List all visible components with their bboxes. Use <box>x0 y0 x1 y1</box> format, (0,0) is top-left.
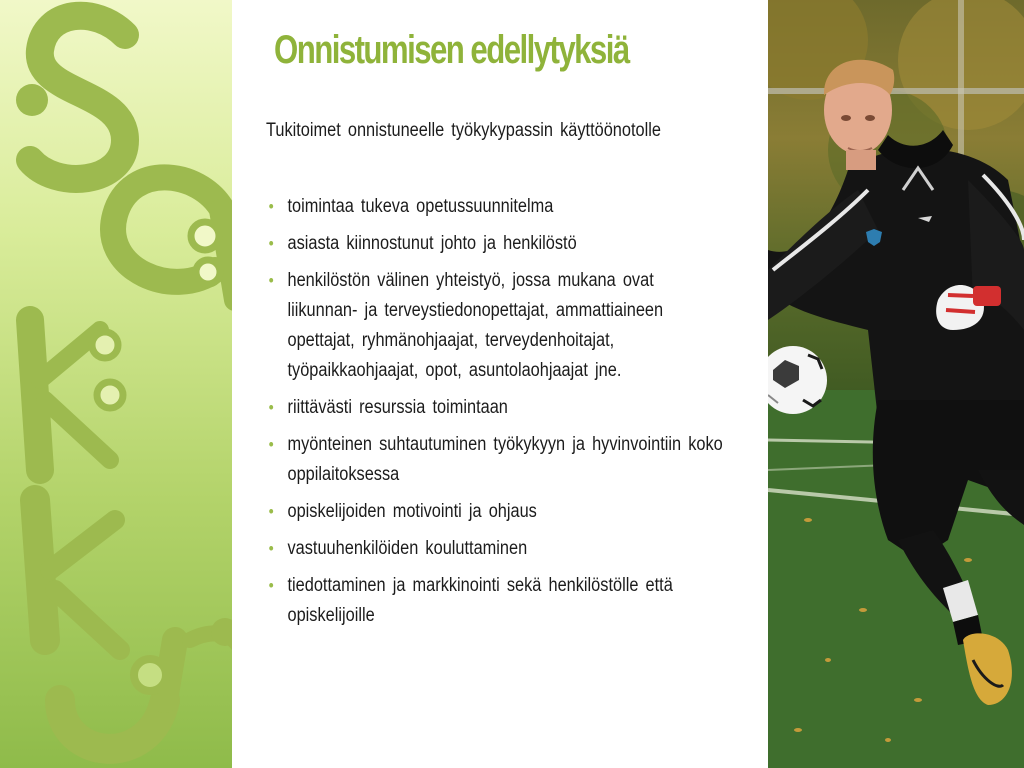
bullet-list <box>266 192 730 638</box>
bullet-item: • riittävästi resurssia toimintaan <box>266 393 730 423</box>
goalkeeper-photo <box>768 0 1024 768</box>
slide-title: Onnistumisen edellytyksiä <box>274 28 629 72</box>
decorative-left-band <box>0 0 232 768</box>
sakku-logo <box>0 0 232 768</box>
bullet-item: • myönteinen suhtautuminen työkykyyn ja hyvinvointiin koko oppilaitoksessa <box>266 430 730 490</box>
bullet-item: • vastuuhenkilöiden kouluttaminen <box>266 534 730 564</box>
goalkeeper-illustration <box>768 0 1024 768</box>
bullet-item: • henkilöstön välinen yhteistyö, jossa mukana ovat liikunnan- ja terveystiedonopettajat, ammattiaineen opettajat, ryhmänohjaajat, terveydenhoitajat, työpaikkaohjaajat, opot, asuntolaohjaajat jne. <box>266 266 730 386</box>
bullet-item: • toimintaa tukeva opetussuunnitelma <box>266 192 730 222</box>
bullet-item: • asiasta kiinnostunut johto ja henkilöstö <box>266 229 730 259</box>
bullet-item: • tiedottaminen ja markkinointi sekä henkilöstölle että opiskelijoille <box>266 571 730 631</box>
slide-subtitle: Tukitoimet onnistuneelle työkykypassin käyttöönotolle <box>266 120 661 141</box>
bullet-item: • opiskelijoiden motivointi ja ohjaus <box>266 497 730 527</box>
